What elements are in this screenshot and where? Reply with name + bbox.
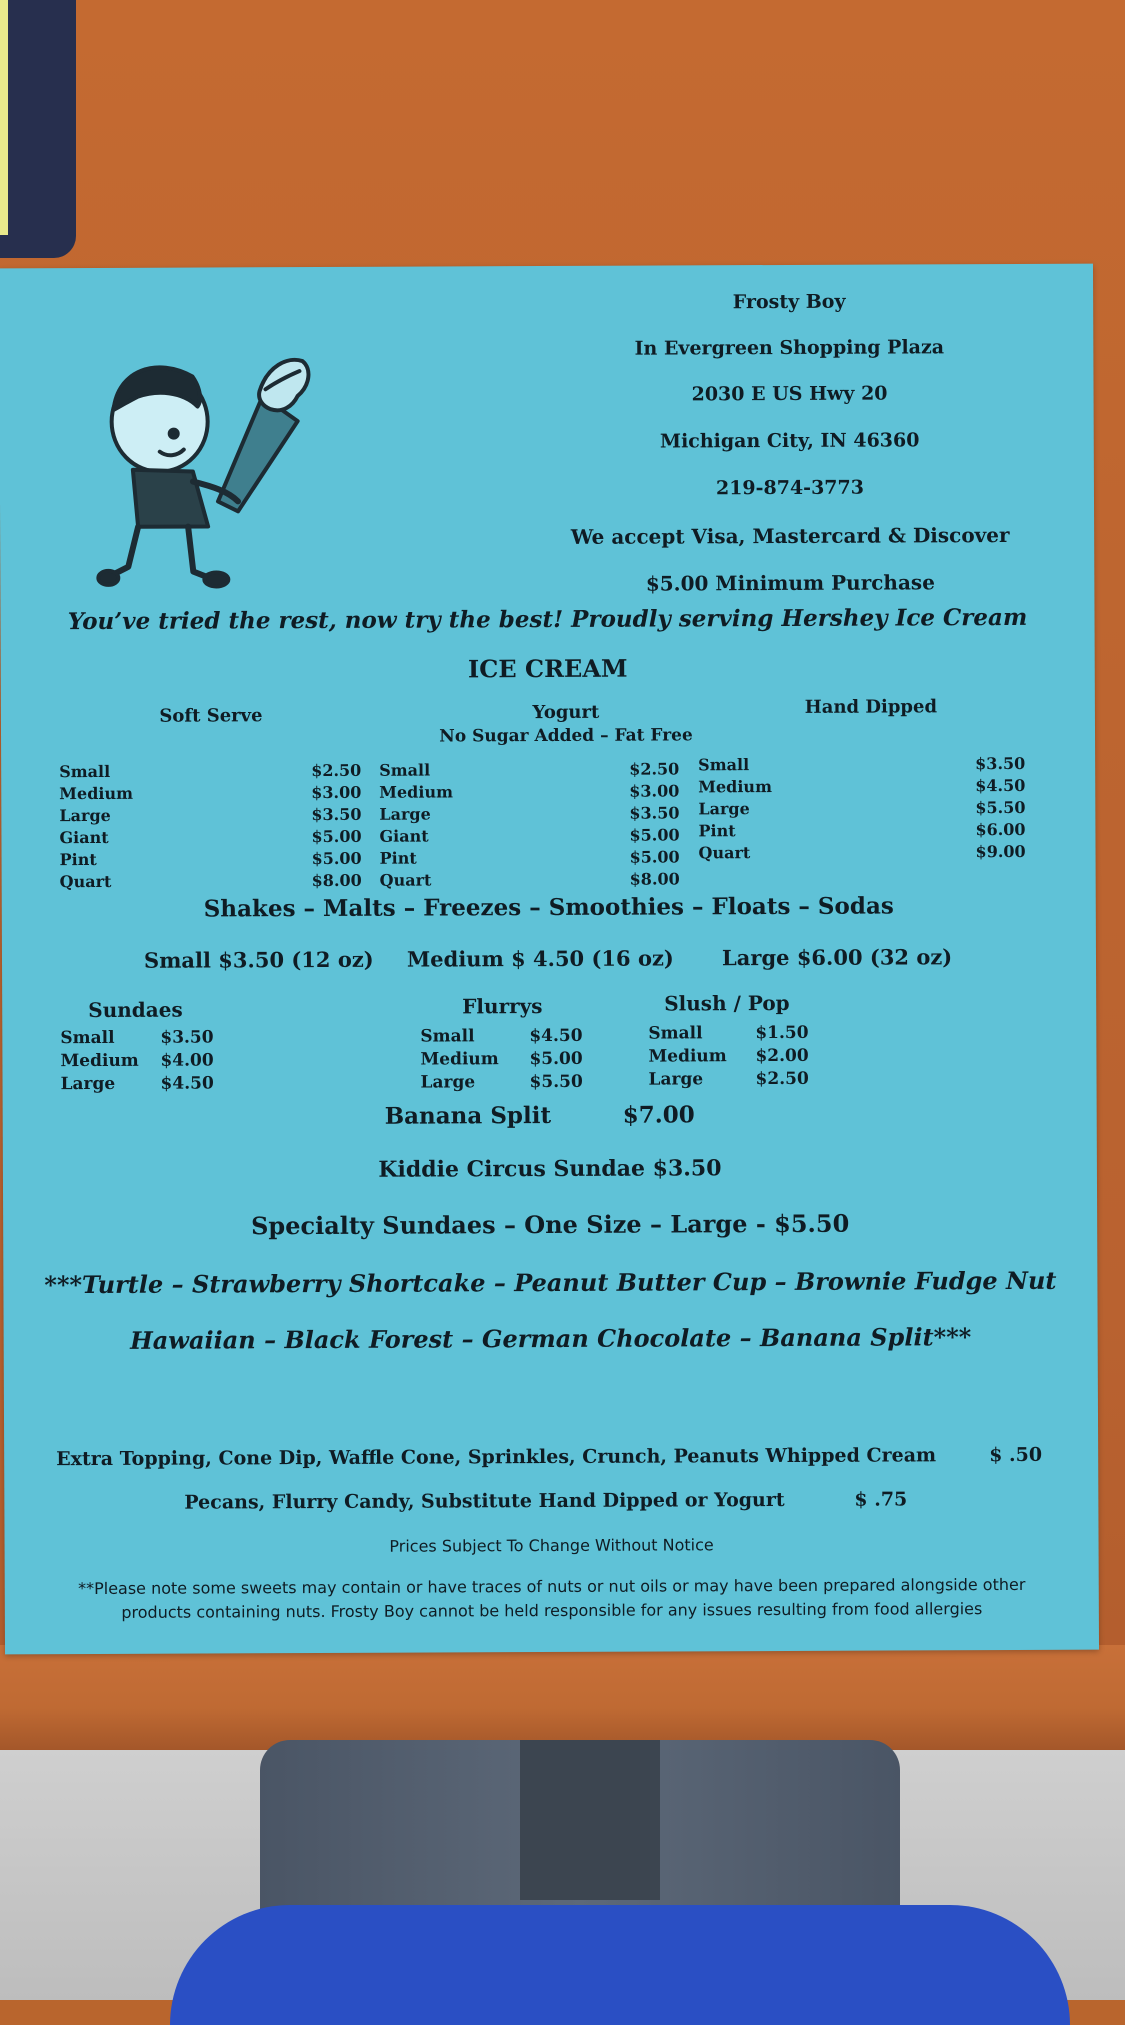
size-label: Large xyxy=(379,804,431,824)
size-label: Giant xyxy=(59,827,109,848)
price-value: $3.00 xyxy=(629,781,680,801)
price-value: $5.00 xyxy=(629,847,680,867)
price-value: $1.50 xyxy=(755,1022,809,1044)
price-value: $2.50 xyxy=(311,760,362,781)
price-value: $3.50 xyxy=(311,804,362,825)
size-label: Medium xyxy=(59,783,134,804)
shakes-title: Shakes – Malts – Freezes – Smoothies – Floats – Sodas xyxy=(203,892,894,923)
size-label: Medium xyxy=(60,1050,139,1072)
yogurt-subtitle: No Sugar Added – Fat Free xyxy=(439,725,693,747)
size-label: Large xyxy=(60,1073,116,1095)
size-label: Quart xyxy=(59,871,112,892)
size-label: Large xyxy=(420,1072,476,1093)
price-value: $3.50 xyxy=(160,1027,214,1048)
specialty-sundaes: Specialty Sundaes – One Size – Large - $5.50 xyxy=(250,1208,850,1241)
specialty-flavors-2: Hawaiian – Black Forest – German Chocolate – Banana Split*** xyxy=(129,1322,972,1355)
extras-1-price: $ .50 xyxy=(989,1443,1043,1467)
price-value: $2.50 xyxy=(629,759,680,779)
legs-shadow xyxy=(520,1740,660,1900)
size-label: Small xyxy=(648,1023,703,1044)
minimum-purchase: $5.00 Minimum Purchase xyxy=(645,570,935,596)
specialty-flavors-1: ***Turtle – Strawberry Shortcake – Peanut Butter Cup – Brownie Fudge Nut xyxy=(44,1265,1057,1300)
kiddie-circus-sundae: Kiddie Circus Sundae $3.50 xyxy=(378,1155,722,1183)
price-value: $3.50 xyxy=(975,753,1026,774)
ice-cream-title: ICE CREAM xyxy=(467,653,628,684)
size-label: Medium xyxy=(698,777,773,797)
shake-medium: Medium $ 4.50 (16 oz) xyxy=(406,945,674,972)
yogurt-title: Yogurt xyxy=(532,701,600,724)
size-label: Large xyxy=(698,799,750,819)
shop-location: In Evergreen Shopping Plaza xyxy=(634,336,945,360)
shop-phone: 219-874-3773 xyxy=(715,476,864,500)
price-value: $5.00 xyxy=(311,848,362,869)
price-value: $3.00 xyxy=(311,782,362,803)
banana-split-price: $7.00 xyxy=(622,1101,695,1129)
price-value: $2.50 xyxy=(755,1068,809,1090)
allergy-note-1: **Please note some sweets may contain or have traces of nuts or nut oils or may have been prepared alongside other xyxy=(78,1574,1026,1599)
price-value: $5.00 xyxy=(629,825,680,845)
price-value: $5.00 xyxy=(529,1048,583,1070)
price-value: $9.00 xyxy=(975,841,1026,862)
shop-name: Frosty Boy xyxy=(732,290,846,314)
allergy-note-2: products containing nuts. Frosty Boy cannot be held responsible for any issues resulting from food allergies xyxy=(121,1599,983,1622)
price-value: $3.50 xyxy=(629,803,680,823)
price-value: $6.00 xyxy=(975,819,1026,840)
size-label: Small xyxy=(60,1027,115,1049)
price-value: $8.00 xyxy=(311,870,362,891)
hand-dipped-title: Hand Dipped xyxy=(804,696,938,718)
price-value: $5.50 xyxy=(529,1071,583,1093)
price-value: $5.50 xyxy=(975,797,1026,818)
size-label: Medium xyxy=(648,1046,727,1067)
shop-city: Michigan City, IN 46360 xyxy=(659,429,920,453)
size-label: Small xyxy=(59,761,111,782)
shop-street: 2030 E US Hwy 20 xyxy=(691,382,888,406)
sundaes-title: Sundaes xyxy=(88,997,183,1023)
shake-large: Large $6.00 (32 oz) xyxy=(721,944,953,971)
clipboard xyxy=(0,0,76,258)
price-value: $5.00 xyxy=(311,826,362,847)
soft-serve-title: Soft Serve xyxy=(159,705,263,727)
size-label: Medium xyxy=(420,1049,499,1070)
extras-1-label: Extra Topping, Cone Dip, Waffle Cone, Sprinkles, Crunch, Peanuts Whipped Cream xyxy=(56,1444,937,1471)
size-label: Giant xyxy=(379,826,429,846)
size-label: Quart xyxy=(379,870,432,890)
extras-2-label: Pecans, Flurry Candy, Substitute Hand Dipped or Yogurt xyxy=(184,1488,785,1514)
slush-title: Slush / Pop xyxy=(664,990,790,1016)
price-value: $8.00 xyxy=(629,869,680,889)
flurrys-title: Flurrys xyxy=(462,994,543,1019)
price-notice: Prices Subject To Change Without Notice xyxy=(389,1535,714,1556)
price-value: $4.50 xyxy=(529,1025,583,1047)
size-label: Pint xyxy=(379,848,417,868)
extras-2-price: $ .75 xyxy=(854,1488,908,1511)
size-label: Small xyxy=(379,760,431,780)
size-label: Quart xyxy=(698,843,751,863)
price-value: $4.50 xyxy=(160,1073,214,1094)
size-label: Pint xyxy=(59,849,97,870)
size-label: Medium xyxy=(379,782,454,802)
size-label: Large xyxy=(648,1069,704,1090)
size-label: Small xyxy=(420,1026,475,1047)
menu-sheet xyxy=(0,264,1099,1655)
frosty-boy-mascot-icon xyxy=(87,351,318,592)
price-value: $4.00 xyxy=(160,1050,214,1071)
person-shirt xyxy=(170,1905,1070,2025)
shake-small: Small $3.50 (12 oz) xyxy=(143,946,374,973)
table-edge xyxy=(0,1645,1125,1754)
size-label: Large xyxy=(59,805,111,826)
banana-split-label: Banana Split xyxy=(384,1101,552,1130)
accepted-cards: We accept Visa, Mastercard & Discover xyxy=(570,522,1010,549)
price-value: $2.00 xyxy=(755,1045,809,1067)
size-label: Pint xyxy=(698,821,736,841)
tagline: You’ve tried the rest, now try the best! Proudly serving Hershey Ice Cream xyxy=(67,603,1028,636)
size-label: Small xyxy=(698,755,750,775)
price-value: $4.50 xyxy=(975,775,1026,796)
yellow-paper xyxy=(0,0,8,235)
